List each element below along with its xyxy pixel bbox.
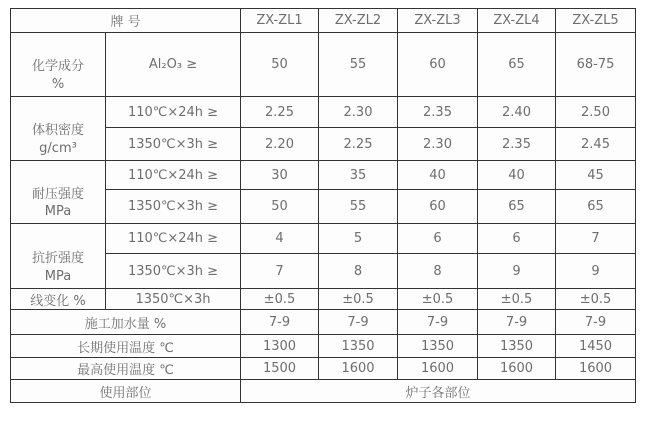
value-cell: 2.25 — [319, 128, 398, 161]
value-cell: 2.50 — [556, 97, 636, 128]
value-cell: 55 — [319, 33, 398, 97]
value-cell: 2.35 — [398, 97, 478, 128]
flexural-row-110 — [11, 224, 636, 254]
value-cell: ±0.5 — [319, 289, 398, 310]
condition-cell: 1350℃×3h ≥ — [106, 128, 241, 161]
value-cell: 1350 — [478, 335, 556, 358]
value-cell: 8 — [398, 254, 478, 289]
value-cell: 65 — [478, 190, 556, 224]
value-cell: 2.30 — [398, 128, 478, 161]
condition-cell: 110℃×24h ≥ — [106, 224, 241, 254]
value-cell: 2.25 — [241, 97, 319, 128]
value-cell: 1500 — [241, 358, 319, 380]
value-cell: 7 — [556, 224, 636, 254]
row-label-application: 使用部位 — [11, 380, 241, 403]
value-cell: 7 — [241, 254, 319, 289]
application-value: 炉子各部位 — [241, 380, 636, 403]
value-cell: 6 — [478, 224, 556, 254]
brand-header-cell: ZX-ZL1 — [241, 9, 319, 33]
value-cell: 7-9 — [398, 310, 478, 335]
value-cell: 2.40 — [478, 97, 556, 128]
value-cell: 1600 — [556, 358, 636, 380]
brand-header-label: 牌 号 — [11, 9, 241, 33]
value-cell: 45 — [556, 161, 636, 190]
value-cell: 9 — [556, 254, 636, 289]
row-group-name: 耐压强度 — [31, 186, 84, 202]
condition-cell: 1350℃×3h ≥ — [106, 190, 241, 224]
row-group-unit: MPa — [44, 269, 72, 284]
value-cell: 60 — [398, 190, 478, 224]
value-cell: 7-9 — [241, 310, 319, 335]
row-label-water-addition: 施工加水量 % — [11, 310, 241, 335]
value-cell: 30 — [241, 161, 319, 190]
value-cell: 2.35 — [478, 128, 556, 161]
value-cell: 9 — [478, 254, 556, 289]
value-cell: 68-75 — [556, 33, 636, 97]
row-group-label-compressive — [11, 161, 106, 224]
row-label-long-term-temp: 长期使用温度 ℃ — [11, 335, 241, 358]
value-cell: ±0.5 — [556, 289, 636, 310]
value-cell: 7-9 — [556, 310, 636, 335]
value-cell: 1600 — [478, 358, 556, 380]
linear-change-row — [11, 289, 636, 310]
value-cell: ±0.5 — [478, 289, 556, 310]
value-cell: 2.20 — [241, 128, 319, 161]
value-cell: 35 — [319, 161, 398, 190]
row-label-max-temp: 最高使用温度 ℃ — [11, 358, 241, 380]
value-cell: 1350 — [398, 335, 478, 358]
value-cell: 4 — [241, 224, 319, 254]
value-cell: 1450 — [556, 335, 636, 358]
value-cell: 60 — [398, 33, 478, 97]
application-row — [11, 380, 636, 403]
row-group-name: 抗折强度 — [31, 250, 84, 266]
value-cell: 8 — [319, 254, 398, 289]
value-cell: ±0.5 — [398, 289, 478, 310]
value-cell: 65 — [556, 190, 636, 224]
row-group-label-density — [11, 97, 106, 161]
brand-header-cell: ZX-ZL5 — [556, 9, 636, 33]
value-cell: 2.45 — [556, 128, 636, 161]
value-cell: 50 — [241, 33, 319, 97]
condition-cell: 1350℃×3h ≥ — [106, 254, 241, 289]
row-group-unit: g/cm³ — [39, 141, 77, 156]
row-group-label-flexural — [11, 224, 106, 289]
header-row — [11, 9, 636, 33]
condition-cell: 110℃×24h ≥ — [106, 97, 241, 128]
value-cell: 55 — [319, 190, 398, 224]
value-cell: 7-9 — [319, 310, 398, 335]
value-cell: 1600 — [319, 358, 398, 380]
value-cell: 50 — [241, 190, 319, 224]
row-group-unit: MPa — [44, 204, 72, 219]
value-cell: 7-9 — [478, 310, 556, 335]
value-cell: 5 — [319, 224, 398, 254]
value-cell: 65 — [478, 33, 556, 97]
long-term-temp-row — [11, 335, 636, 358]
brand-header-cell: ZX-ZL4 — [478, 9, 556, 33]
compressive-row-110 — [11, 161, 636, 190]
value-cell: ±0.5 — [241, 289, 319, 310]
condition-cell: 1350℃×3h — [106, 289, 241, 310]
value-cell: 1600 — [398, 358, 478, 380]
max-temp-row — [11, 358, 636, 380]
density-row-110 — [11, 97, 636, 128]
chemical-row — [11, 33, 636, 97]
value-cell: 40 — [398, 161, 478, 190]
row-group-label-chemical — [11, 33, 106, 97]
value-cell: 6 — [398, 224, 478, 254]
row-group-name: 体积密度 — [31, 123, 84, 138]
condition-cell: 110℃×24h ≥ — [106, 161, 241, 190]
row-group-name: 化学成分 — [31, 59, 84, 74]
water-addition-row — [11, 310, 636, 335]
row-group-unit: % — [51, 77, 65, 92]
value-cell: 1300 — [241, 335, 319, 358]
row-label-linear-change: 线变化 % — [11, 289, 106, 310]
brand-header-cell: ZX-ZL3 — [398, 9, 478, 33]
value-cell: 2.30 — [319, 97, 398, 128]
value-cell: 1350 — [319, 335, 398, 358]
brand-header-cell: ZX-ZL2 — [319, 9, 398, 33]
value-cell: 40 — [478, 161, 556, 190]
condition-cell: Al₂O₃ ≥ — [106, 33, 241, 97]
spec-table — [10, 8, 636, 403]
